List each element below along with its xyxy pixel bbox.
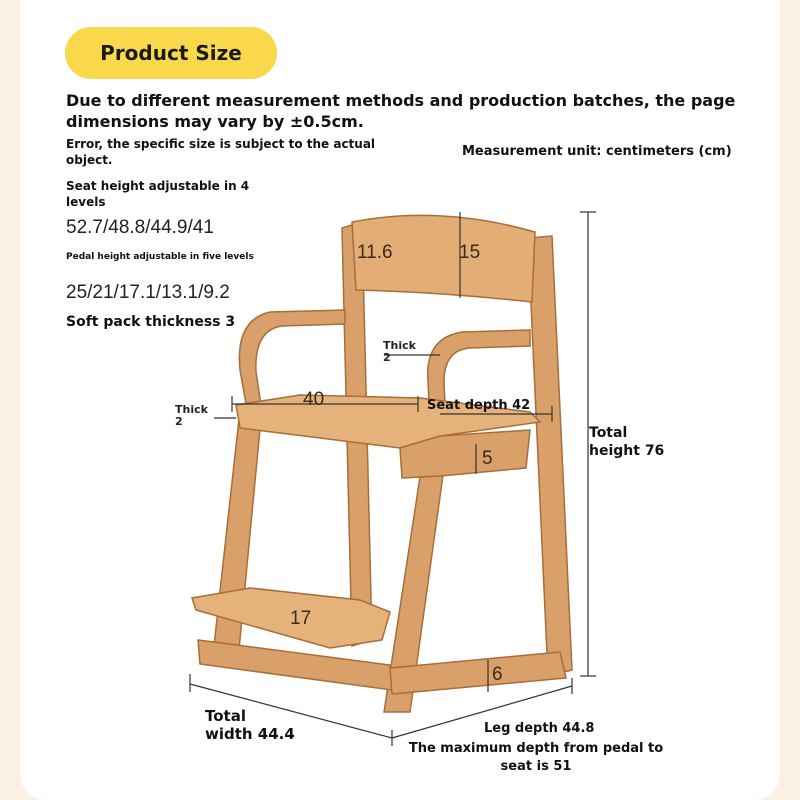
pedal-height-label: Pedal height adjustable in five levels xyxy=(66,252,254,262)
dim-seat-depth: Seat depth 42 xyxy=(427,398,531,413)
error-note: Error, the specific size is subject to the actual object. xyxy=(66,137,376,167)
dim-leg-bottom: 6 xyxy=(492,664,503,685)
disclaimer-text: Due to different measurement methods and production batches, the page dimensions may vary by ±0.5cm. xyxy=(66,91,736,131)
right-back-post xyxy=(528,236,572,676)
dim-apron: 5 xyxy=(482,448,493,469)
dim-seat-thick: Thick 2 xyxy=(175,403,208,428)
dim-backrest-height: 11.6 xyxy=(357,242,393,263)
pedal-height-values: 25/21/17.1/13.1/9.2 xyxy=(66,282,230,303)
dim-seat-width: 40 xyxy=(303,389,325,410)
dim-arm-thick: Thick 2 xyxy=(383,339,416,364)
dim-backrest-top: 15 xyxy=(459,242,481,263)
dim-total-height: Total height 76 xyxy=(589,425,665,459)
unit-note: Measurement unit: centimeters (cm) xyxy=(462,144,732,159)
soft-pack-thickness: Soft pack thickness 3 xyxy=(66,314,236,330)
dim-pedal: 17 xyxy=(290,608,312,629)
bottom-front-runner xyxy=(198,640,392,690)
dim-max-depth: The maximum depth from pedal to seat is 51 xyxy=(408,741,664,774)
dim-leg-depth: Leg depth 44.8 xyxy=(484,721,595,736)
product-size-badge: Product Size xyxy=(65,27,277,79)
seat-height-values: 52.7/48.8/44.9/41 xyxy=(66,217,214,238)
dim-total-width: Total width 44.4 xyxy=(205,707,295,743)
seat-height-label: Seat height adjustable in 4 levels xyxy=(66,179,250,209)
